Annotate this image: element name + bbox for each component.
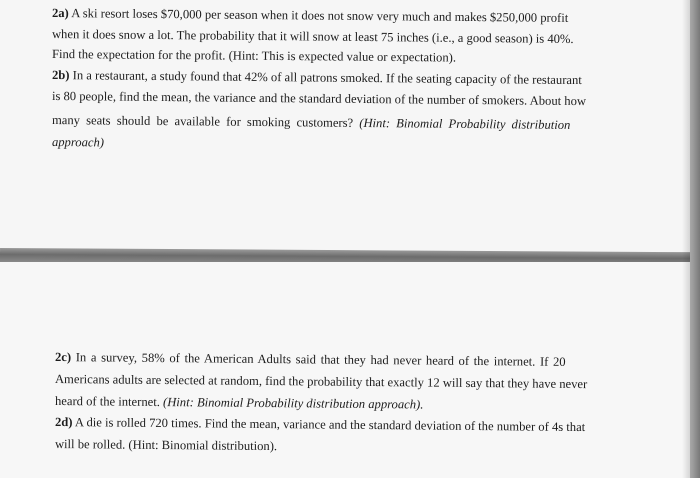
q2a-label: 2a) — [51, 6, 69, 21]
q2c-line-3 — [55, 395, 424, 411]
q2d-text-1: A die is rolled 720 times. Find the mean, variance and the standard deviation of the number of 4s that — [74, 415, 586, 435]
q2c-label: 2c) — [54, 350, 72, 365]
q2b-text-3: many seats should be available for smoking customers? — [51, 113, 354, 130]
q2b-line-4 — [52, 136, 104, 149]
q2a-line-1 — [52, 7, 568, 25]
question-2a-2b-block — [52, 0, 612, 160]
q2c-text-3: heard of the internet. — [54, 394, 160, 410]
q2d-line-1 — [55, 416, 585, 434]
question-2c-2d-block — [55, 262, 615, 462]
q2b-line-3 — [52, 114, 570, 132]
q2b-text-2: is 80 people, find the mean, the variance and the standard deviation of the number of smokers. About how — [51, 89, 587, 109]
q2c-text-2: Americans adults are selected at random, find the probability that exactly 12 will say that they have never — [54, 372, 588, 392]
q2b-label: 2b) — [51, 68, 70, 83]
q2a-text-3: Find the expectation for the profit. (Hint: This is expected value or expectation). — [51, 47, 457, 65]
q2c-text-1: In a survey, 58% of the American Adults said that they had never heard of the internet. If 20 — [75, 350, 566, 369]
q2c-line-2 — [55, 373, 587, 391]
q2a-line-3 — [52, 48, 456, 64]
q2c-hint-3: (Hint: Binomial Probability distribution approach). — [162, 395, 424, 412]
q2d-line-2 — [55, 438, 277, 453]
page-edge-shadow — [682, 0, 700, 478]
page-lower — [0, 262, 690, 478]
q2a-text-2: when it does snow a lot. The probability that it will snow at least 75 inches (i.e., a good season) is 40%. — [51, 27, 574, 47]
q2b-line-2 — [52, 90, 586, 108]
q2b-hint-3: (Hint: Binomial Probability distribution — [359, 115, 571, 132]
q2a-text-1: A ski resort loses $70,000 per season when it does not snow very much and makes $250,000 profit — [71, 6, 569, 25]
q2d-label: 2d) — [54, 415, 73, 430]
q2b-line-1 — [52, 69, 582, 87]
q2a-line-2 — [52, 28, 574, 46]
q2d-text-2: will be rolled. (Hint: Binomial distribution). — [54, 437, 278, 454]
q2b-text-1: In a restaurant, a study found that 42% of all patrons smoked. If the seating capacity of the restaurant — [72, 68, 582, 88]
q2b-hint-4: approach) — [51, 135, 105, 150]
q2c-line-1 — [55, 351, 566, 368]
